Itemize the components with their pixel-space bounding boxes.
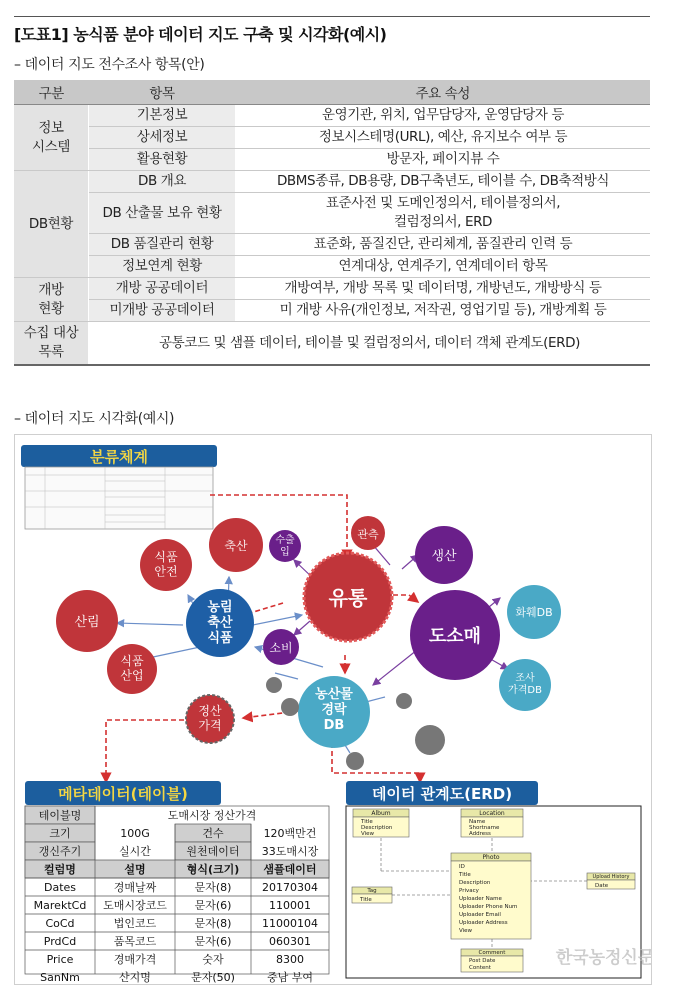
- entity-field: Privacy: [459, 888, 479, 894]
- item-cell: 상세정보: [89, 127, 236, 149]
- meta-value: 33도매시장: [261, 845, 319, 858]
- erd-entity-location[interactable]: [461, 809, 523, 837]
- attribute-cell: 공통코드 및 샘플 데이터, 테이블 및 컬럼정의서, 데이터 객체 관계도(ERD): [89, 322, 651, 366]
- meta-cell: 도매시장코드: [103, 899, 167, 912]
- node-label: 소비: [269, 641, 293, 655]
- meta-label: 갱신주기: [38, 845, 82, 858]
- node-label: 도소매: [428, 626, 482, 647]
- node-domae[interactable]: [410, 590, 500, 680]
- attribute-cell: 표준화, 품질진단, 관리체계, 품질관리 인력 등: [236, 234, 651, 256]
- entity-field: Title: [360, 897, 372, 903]
- table-row: [14, 149, 650, 171]
- meta-value: 120백만건: [263, 827, 317, 840]
- entity-name: Tag: [367, 888, 377, 894]
- survey-table: [14, 80, 650, 366]
- label-line: 경락: [321, 702, 347, 718]
- erd-entity-photo[interactable]: [451, 853, 531, 939]
- classification-table-thumbnail: [25, 467, 213, 529]
- node-josa[interactable]: [499, 659, 551, 711]
- meta-cell: CoCd: [45, 917, 75, 930]
- meta-label: 테이블명: [38, 809, 82, 822]
- table-header-row: [14, 80, 650, 105]
- entity-field: Shortname: [469, 825, 500, 831]
- meta-value: 실시간: [119, 845, 151, 858]
- label-line: 정산: [198, 704, 222, 718]
- label-line: 식품: [120, 654, 144, 668]
- node-label: 화훼DB: [515, 606, 553, 619]
- meta-cell: Dates: [43, 881, 77, 894]
- attribute-cell: 정보시스테명(URL), 예산, 유지보수 여부 등: [236, 127, 651, 149]
- entity-field: Title: [361, 819, 373, 825]
- top-rule: [14, 16, 650, 17]
- attribute-cell: 미 개방 사유(개인정보, 저작권, 영업기밀 등), 개방계획 등: [236, 300, 651, 322]
- category-cell: 정보 시스템: [14, 105, 89, 171]
- label-line: 조사: [515, 673, 535, 684]
- entity-field: Name: [469, 819, 486, 825]
- node-sallim[interactable]: [56, 590, 118, 652]
- meta-cell: PrdCd: [43, 935, 77, 948]
- meta-cell: 문자(8): [194, 917, 232, 930]
- meta-label: 크기: [49, 827, 71, 840]
- label-line: 농림: [207, 600, 233, 615]
- meta-cell: 11000104: [262, 917, 318, 930]
- item-cell: DB 산출물 보유 현황: [89, 193, 236, 234]
- table-row: [14, 278, 650, 300]
- meta-cell: 법인코드: [113, 917, 157, 930]
- node-gwanchuk[interactable]: [351, 516, 385, 550]
- attribute-cell: 표준사전 및 도메인정의서, 테이블정의서, 컬럼정의서, ERD: [236, 193, 651, 234]
- entity-field: Description: [361, 825, 393, 831]
- node-saengsan[interactable]: [415, 526, 473, 584]
- header-item: 항목: [89, 80, 236, 105]
- node-label: 관측: [357, 528, 379, 541]
- node-label: 산림: [74, 615, 100, 630]
- meta-value: 100G: [120, 827, 150, 840]
- item-cell: 정보연계 현황: [89, 256, 236, 278]
- label-line: 축산: [207, 615, 233, 631]
- label-line: 가격DB: [508, 685, 542, 696]
- node-sikpum-anjeon[interactable]: [140, 539, 192, 591]
- section-heading-visualization: – 데이터 지도 시각화(예시): [14, 411, 175, 427]
- metadata-panel: [25, 781, 329, 984]
- meta-col-header: 샘플데이터: [263, 863, 317, 876]
- meta-cell: 문자(8): [194, 881, 232, 894]
- node-chuksan[interactable]: [209, 518, 263, 572]
- entity-field: Post Date: [469, 958, 496, 964]
- meta-cell: 산지명: [119, 971, 151, 984]
- entity-field: Uploader Email: [459, 912, 501, 918]
- entity-field: View: [459, 928, 473, 934]
- category-cell: 수집 대상 목록: [14, 322, 89, 366]
- attribute-cell: 연계대상, 연계주기, 연계데이터 항목: [236, 256, 651, 278]
- item-cell: 개방 공공데이터: [89, 278, 236, 300]
- meta-col-header: 설명: [124, 863, 146, 876]
- label-line: 입: [280, 547, 290, 558]
- diagram-svg: [15, 435, 651, 984]
- label-line: 산업: [120, 668, 144, 683]
- meta-label: 건수: [202, 827, 224, 840]
- node-label: 유통: [328, 586, 368, 610]
- meta-cell: 문자(6): [194, 935, 232, 948]
- node-nongrim[interactable]: [186, 589, 254, 657]
- meta-cell: 문자(50): [191, 971, 235, 984]
- meta-cell: 경매가격: [113, 953, 157, 966]
- item-cell: DB 개요: [89, 171, 236, 193]
- erd-entity-tag[interactable]: [352, 887, 392, 903]
- entity-field: Date: [595, 883, 609, 889]
- entity-field: Content: [469, 965, 491, 971]
- node-nongsan[interactable]: [298, 676, 370, 748]
- table-row: [14, 171, 650, 193]
- header-attributes: 주요 속성: [236, 80, 651, 105]
- entity-field: Address: [469, 831, 491, 837]
- node-jeongsan[interactable]: [186, 695, 234, 743]
- meta-cell: 품목코드: [113, 935, 157, 948]
- item-cell: DB 품질관리 현황: [89, 234, 236, 256]
- meta-cell: 20170304: [262, 881, 318, 894]
- visualization-diagram: [14, 434, 652, 985]
- item-cell: 활용현황: [89, 149, 236, 171]
- node-sikpum-saneop[interactable]: [107, 644, 157, 694]
- section-heading-survey: – 데이터 지도 전수조사 항목(안): [14, 57, 205, 73]
- figure-title: [도표1] 농식품 분야 데이터 지도 구축 및 시각화(예시): [14, 25, 387, 44]
- meta-cell: SanNm: [40, 971, 80, 984]
- attribute-cell: 방문자, 페이지뷰 수: [236, 149, 651, 171]
- meta-cell: 8300: [276, 953, 304, 966]
- meta-cell: 060301: [269, 935, 311, 948]
- node-label: 생산: [431, 549, 457, 564]
- attribute-cell: 운영기관, 위치, 업무담당자, 운영담당자 등: [236, 105, 651, 127]
- meta-cell: 110001: [269, 899, 311, 912]
- label-line: 식품: [207, 631, 233, 647]
- table-row: [14, 193, 650, 234]
- entity-name: Comment: [478, 950, 506, 956]
- node-label: [206, 599, 233, 646]
- entity-field: Uploader Name: [459, 896, 502, 902]
- meta-cell: Price: [46, 953, 74, 966]
- meta-cell: MarektCd: [33, 899, 87, 912]
- node-label: 축산: [224, 539, 248, 553]
- node-label: [198, 703, 222, 732]
- entity-field: Uploader Address: [459, 920, 508, 926]
- item-cell: 미개방 공공데이터: [89, 300, 236, 322]
- meta-col-header: 컬럼명: [44, 863, 76, 876]
- node-suchul[interactable]: [269, 530, 301, 562]
- label-line: 가격: [198, 718, 222, 733]
- node-sobi[interactable]: [263, 629, 299, 665]
- entity-field: Title: [459, 872, 471, 878]
- entity-name: Upload History: [592, 874, 630, 880]
- entity-field: Uploader Phone Num: [459, 904, 518, 910]
- table-row: [14, 256, 650, 278]
- item-cell: 기본정보: [89, 105, 236, 127]
- attribute-cell: 개방여부, 개방 목록 및 데이터명, 개방년도, 개방방식 등: [236, 278, 651, 300]
- metadata-title: 메타데이터(테이블): [58, 785, 188, 803]
- category-cell: 개방 현황: [14, 278, 89, 322]
- table-row: [14, 300, 650, 322]
- erd-title: 데이터 관계도(ERD): [371, 785, 513, 803]
- table-row: [14, 234, 650, 256]
- node-label: [154, 549, 178, 578]
- node-label: [120, 653, 144, 682]
- meta-cell: 경매날짜: [113, 881, 157, 894]
- entity-field: ID: [459, 864, 465, 870]
- entity-name: Album: [371, 810, 391, 817]
- label-line: DB: [323, 718, 345, 734]
- entity-field: View: [361, 831, 375, 837]
- entity-name: Location: [479, 810, 505, 817]
- meta-value: 도매시장 정산가격: [167, 809, 257, 822]
- erd-entity-album[interactable]: [353, 809, 409, 837]
- table-row: [14, 322, 650, 366]
- meta-cell: 숫자: [202, 953, 224, 966]
- table-row: [14, 105, 650, 127]
- header-category: 구분: [14, 80, 89, 105]
- label-line: 농산물: [315, 687, 353, 702]
- meta-cell: 중남 부여: [266, 971, 314, 984]
- entity-field: Description: [459, 880, 491, 886]
- erd-entity-upload-history[interactable]: [587, 873, 635, 889]
- meta-label: 원천데이터: [186, 845, 240, 858]
- classification-panel: [21, 445, 217, 529]
- meta-cell: 문자(6): [194, 899, 232, 912]
- label-line: 수출: [275, 535, 295, 546]
- watermark: 한국농정신문: [555, 948, 651, 968]
- classification-title: 분류체계: [90, 448, 148, 466]
- node-yutong[interactable]: [304, 553, 392, 641]
- label-line: 안전: [154, 564, 178, 579]
- attribute-cell: DBMS종류, DB용량, DB구축년도, 테이블 수, DB축적방식: [236, 171, 651, 193]
- label-line: 식품: [154, 550, 178, 564]
- node-hwahwe[interactable]: [507, 585, 561, 639]
- erd-panel: [346, 781, 651, 978]
- erd-entity-comment[interactable]: [461, 949, 523, 972]
- category-cell: DB현황: [14, 171, 89, 278]
- table-row: [14, 127, 650, 149]
- meta-col-header: 형식(크기): [186, 863, 240, 876]
- entity-name: Photo: [482, 854, 500, 861]
